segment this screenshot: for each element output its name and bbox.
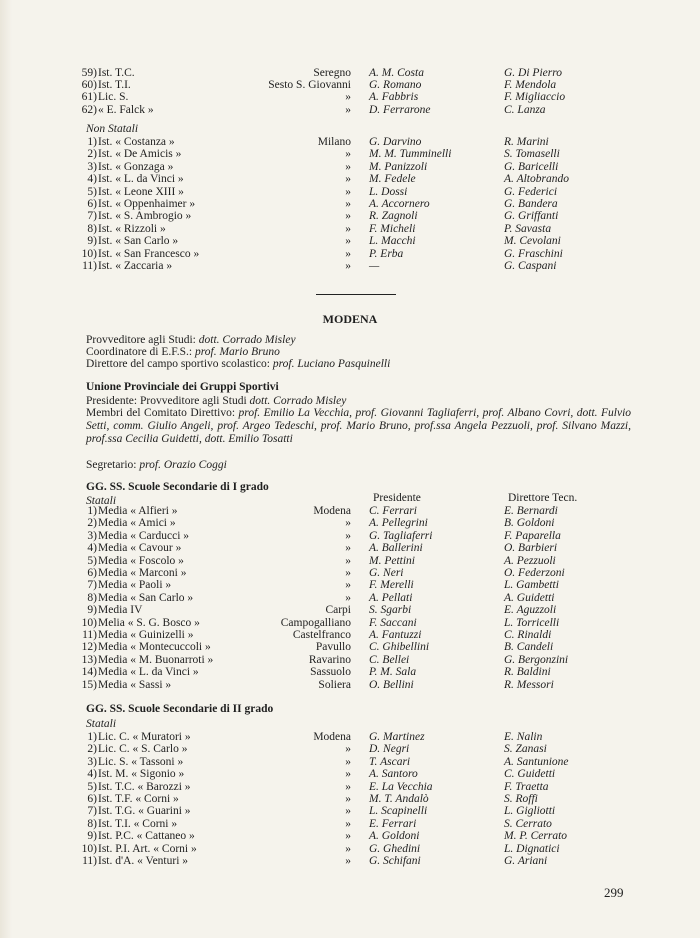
institution-name: Ist. « L. da Vinci » xyxy=(98,173,184,186)
row-number: 7) xyxy=(87,805,97,818)
president-name: F. Merelli xyxy=(369,579,414,592)
city-name: » xyxy=(345,222,351,235)
official-direttore xyxy=(86,358,631,371)
president-name: A. Santoro xyxy=(369,768,418,781)
director-name: O. Barbieri xyxy=(504,542,558,555)
institution-name: Media « Amici » xyxy=(98,517,176,530)
president-name: A. Fabbris xyxy=(369,91,419,104)
president-name: O. Bellini xyxy=(369,678,414,691)
president-name: C. Bellei xyxy=(369,653,410,666)
table-row xyxy=(0,530,700,543)
director-name: S. Roffi xyxy=(504,793,538,805)
director-name: R. Messori xyxy=(504,678,554,691)
row-number: 3) xyxy=(87,755,97,768)
row-number: 14) xyxy=(81,666,97,679)
director-name: F. Migliaccio xyxy=(504,91,566,104)
institution-name: Ist. « San Carlo » xyxy=(98,235,179,248)
table-row xyxy=(0,731,700,744)
city-name: Ravarino xyxy=(308,653,351,666)
table-row xyxy=(0,679,700,692)
table-row xyxy=(0,654,700,667)
table-row xyxy=(0,517,700,530)
city-name: Sassuolo xyxy=(310,666,351,679)
row-number: 5) xyxy=(87,554,97,567)
director-name: E. Bernardi xyxy=(504,505,558,517)
row-number: 62) xyxy=(81,103,97,116)
row-number: 4) xyxy=(87,542,97,555)
row-number: 3) xyxy=(87,160,97,173)
city-name: » xyxy=(345,185,351,198)
president-name: A. Ballerini xyxy=(369,542,423,555)
institution-name: Ist. « S. Ambrogio » xyxy=(98,210,192,223)
table-row xyxy=(0,79,700,92)
table-row xyxy=(0,818,700,831)
row-number: 61) xyxy=(81,91,97,104)
institution-name: Ist. T.C. « Barozzi » xyxy=(98,780,191,793)
institution-name: Ist. « Rizzoli » xyxy=(98,222,166,235)
city-name: » xyxy=(345,567,351,579)
table-row xyxy=(0,617,700,630)
city-name: Modena xyxy=(313,731,351,743)
row-number: 6) xyxy=(87,793,97,805)
director-name: A. Altobrando xyxy=(504,173,569,186)
institution-name: Media « Guinizelli » xyxy=(98,629,194,641)
table-row xyxy=(0,555,700,568)
members-label: Membri del Comitato Direttivo: xyxy=(86,407,236,419)
table-row xyxy=(0,505,700,518)
city-name: » xyxy=(345,554,351,567)
president-name: M. Panizzoli xyxy=(369,160,428,173)
president-name: G. Tagliaferri xyxy=(369,529,433,542)
city-name: » xyxy=(345,235,351,248)
city-name: » xyxy=(345,148,351,161)
city-name: » xyxy=(345,247,351,260)
section-divider xyxy=(316,294,396,295)
city-name: » xyxy=(345,817,351,830)
institution-name: Media « M. Buonarroti » xyxy=(98,653,214,666)
president-name: L. Macchi xyxy=(369,235,416,248)
city-name: Campogalliano xyxy=(280,616,351,629)
director-name: G. Caspani xyxy=(504,260,557,272)
official-label: Coordinatore di E.F.S.: xyxy=(86,346,193,358)
director-name: G. Griffanti xyxy=(504,210,559,223)
city-name: Soliera xyxy=(318,678,351,691)
row-number: 2) xyxy=(87,148,97,161)
director-name: R. Baldini xyxy=(504,666,551,679)
director-name: S. Tomaselli xyxy=(504,148,560,161)
president-name: P. Erba xyxy=(369,247,404,260)
president-name: G. Martinez xyxy=(369,731,425,743)
president-name: M. M. Tumminelli xyxy=(369,148,452,161)
president-name: F. Micheli xyxy=(369,222,416,235)
director-name: C. Guidetti xyxy=(504,768,556,781)
table-row xyxy=(0,210,700,223)
table-row xyxy=(0,260,700,273)
director-name: F. Traetta xyxy=(504,780,549,793)
city-name: » xyxy=(345,591,351,604)
table-row xyxy=(0,91,700,104)
city-name: Carpi xyxy=(325,604,351,617)
president-name: E. Ferrari xyxy=(369,817,417,830)
row-number: 12) xyxy=(81,641,97,654)
president-name: D. Ferrarone xyxy=(369,103,431,116)
table-row xyxy=(0,843,700,856)
president-role: Provveditore agli Studi xyxy=(139,395,247,407)
city-name: » xyxy=(345,210,351,223)
city-name: » xyxy=(345,173,351,186)
director-name: E. Nalin xyxy=(504,731,543,743)
president-name: A. Goldoni xyxy=(369,830,420,843)
table-row xyxy=(0,542,700,555)
director-name: M. P. Cerrato xyxy=(504,830,568,843)
institution-name: Ist. « De Amicis » xyxy=(98,148,182,161)
row-number: 7) xyxy=(87,210,97,223)
institution-name: Ist. « Zaccaria » xyxy=(98,260,173,272)
director-name: B. Goldoni xyxy=(504,517,555,530)
city-name: » xyxy=(345,260,351,272)
row-number: 11) xyxy=(82,629,97,641)
row-number: 1) xyxy=(87,136,97,148)
col-header-director: Direttore Tecn. xyxy=(508,492,578,504)
table-row xyxy=(0,186,700,199)
director-name: F. Paparella xyxy=(504,529,561,542)
city-name: » xyxy=(345,768,351,781)
president-name: C. Ghibellini xyxy=(369,641,430,654)
table-row xyxy=(0,567,700,580)
director-name: A. Pezzuoli xyxy=(504,554,556,567)
institution-name: Ist. P.C. « Cattaneo » xyxy=(98,830,195,843)
union-secretary xyxy=(86,459,631,472)
members-list: prof. Emilio La Vecchia, prof. Giovanni Tagliaferri, prof. Albano Covri, dott. Fulvio Setti, comm. Giulio Angeli, prof. Argeo Tedeschi, prof. Mario Bruno, prof.ssa Angela Pezzuoli, prof. Silvano Mazzi, prof.ssa Cecilia Guidetti, dott. Emilio Tosatti xyxy=(86,407,632,445)
row-number: 8) xyxy=(87,817,97,830)
table-row xyxy=(0,198,700,211)
row-number: 7) xyxy=(87,579,97,592)
director-name: G. Federici xyxy=(504,185,558,198)
table-row xyxy=(0,768,700,781)
city-name: Modena xyxy=(313,505,351,517)
director-name: P. Savasta xyxy=(504,222,552,235)
row-number: 6) xyxy=(87,198,97,210)
institution-name: Media « Marconi » xyxy=(98,567,187,579)
row-number: 9) xyxy=(87,830,97,843)
president-name: G. Ghedini xyxy=(369,842,421,855)
second-grade-title: GG. SS. Scuole Secondarie di II grado xyxy=(86,703,274,715)
institution-name: Media « Paoli » xyxy=(98,579,172,592)
table-row xyxy=(0,641,700,654)
institution-name: Ist. « Costanza » xyxy=(98,136,175,148)
president-label: Presidente: xyxy=(86,395,138,407)
table-row xyxy=(0,67,700,80)
row-number: 4) xyxy=(87,768,97,781)
table-row xyxy=(0,793,700,806)
table-row xyxy=(0,136,700,149)
row-number: 3) xyxy=(87,529,97,542)
director-name: L. Dignatici xyxy=(504,842,560,855)
row-number: 2) xyxy=(87,743,97,756)
table-row xyxy=(0,104,700,117)
director-name: C. Rinaldi xyxy=(504,629,552,641)
president-name: C. Ferrari xyxy=(369,505,417,517)
institution-name: Lic. S. xyxy=(98,91,129,104)
city-name: » xyxy=(345,160,351,173)
director-name: S. Zanasi xyxy=(504,743,547,756)
director-name: G. Di Pierro xyxy=(504,67,563,79)
president-name: F. Saccani xyxy=(369,616,417,629)
page-number: 299 xyxy=(604,885,624,900)
table-row xyxy=(0,604,700,617)
institution-name: Ist. T.G. « Guarini » xyxy=(98,805,191,818)
institution-name: Ist. « San Francesco » xyxy=(98,247,200,260)
director-name: R. Marini xyxy=(504,136,549,148)
row-number: 6) xyxy=(87,567,97,579)
president-name: G. Romano xyxy=(369,79,422,92)
president-name: M. Pettini xyxy=(369,554,415,567)
row-number: 11) xyxy=(82,260,97,272)
table-row xyxy=(0,161,700,174)
row-number: 1) xyxy=(87,505,97,517)
table-row xyxy=(0,248,700,261)
row-number: 15) xyxy=(81,678,97,691)
table-row xyxy=(0,743,700,756)
secretary-name: prof. Orazio Coggi xyxy=(139,459,227,471)
city-name: Seregno xyxy=(313,67,351,79)
city-name: Castelfranco xyxy=(292,629,351,641)
table-row xyxy=(0,756,700,769)
director-name: F. Mendola xyxy=(504,79,557,92)
president-name: P. M. Sala xyxy=(369,666,417,679)
institution-name: Media IV xyxy=(98,604,143,617)
president-name: — xyxy=(369,260,380,272)
president-name: A. M. Costa xyxy=(369,67,424,79)
city-name: » xyxy=(345,529,351,542)
institution-name: Ist. « Gonzaga » xyxy=(98,160,174,173)
table-row xyxy=(0,805,700,818)
director-name: A. Guidetti xyxy=(504,591,555,604)
president-name: R. Zagnoli xyxy=(369,210,418,223)
director-name: G. Fraschini xyxy=(504,247,563,260)
city-name: » xyxy=(345,805,351,818)
row-number: 10) xyxy=(81,842,97,855)
city-name: » xyxy=(345,91,351,104)
director-name: C. Lanza xyxy=(504,103,546,116)
president-name: G. Darvino xyxy=(369,136,422,148)
official-label: Provveditore agli Studi: xyxy=(86,334,196,346)
city-name: » xyxy=(345,198,351,210)
president-name: A. Pellati xyxy=(369,591,413,604)
second-grade-statali-label: Statali xyxy=(86,718,117,730)
director-name: A. Santunione xyxy=(504,755,569,768)
city-name: » xyxy=(345,842,351,855)
institution-name: Melia « S. G. Bosco » xyxy=(98,616,200,629)
row-number: 13) xyxy=(81,653,97,666)
institution-name: Ist. « Oppenhaimer » xyxy=(98,198,196,210)
city-name: » xyxy=(345,830,351,843)
row-number: 1) xyxy=(87,731,97,743)
institution-name: Ist. « Leone XIII » xyxy=(98,185,184,198)
row-number: 10) xyxy=(81,616,97,629)
secretary-label: Segretario: xyxy=(86,459,137,471)
institution-name: Media « Carducci » xyxy=(98,529,190,542)
president-name: A. Accornero xyxy=(369,198,430,210)
president-name: A. Fantuzzi xyxy=(369,629,422,641)
table-row xyxy=(0,235,700,248)
institution-name: Ist. T.C. xyxy=(98,67,135,79)
institution-name: Media « Cavour » xyxy=(98,542,182,555)
president-name: G. Schifani xyxy=(369,855,421,867)
institution-name: Ist. T.F. « Corni » xyxy=(98,793,179,805)
table-row xyxy=(0,223,700,236)
table-row xyxy=(0,148,700,161)
official-label: Direttore del campo sportivo scolastico: xyxy=(86,358,270,370)
non-statali-label: Non Statali xyxy=(86,123,139,135)
institution-name: Media « L. da Vinci » xyxy=(98,666,199,679)
row-number: 8) xyxy=(87,222,97,235)
city-name: » xyxy=(345,579,351,592)
director-name: B. Candeli xyxy=(504,641,554,654)
institution-name: Ist. T.I. « Corni » xyxy=(98,817,178,830)
institution-name: Media « Foscolo » xyxy=(98,554,184,567)
director-name: G. Bergonzini xyxy=(504,653,569,666)
director-name: L. Gigliotti xyxy=(504,805,556,818)
row-number: 60) xyxy=(81,79,97,92)
president-name: E. La Vecchia xyxy=(369,780,433,793)
table-row xyxy=(0,629,700,642)
director-name: E. Aguzzoli xyxy=(504,604,557,617)
president-name: dott. Corrado Misley xyxy=(249,395,347,407)
institution-name: Ist. M. « Sigonio » xyxy=(98,768,185,781)
city-name: » xyxy=(345,743,351,756)
city-name: » xyxy=(345,855,351,867)
president-name: G. Neri xyxy=(369,567,404,579)
row-number: 5) xyxy=(87,780,97,793)
city-name: Milano xyxy=(317,136,351,148)
city-name: » xyxy=(345,755,351,768)
director-name: M. Cevolani xyxy=(504,235,561,248)
col-header-president: Presidente xyxy=(373,492,421,504)
president-name: D. Negri xyxy=(369,743,410,756)
row-number: 9) xyxy=(87,604,97,617)
institution-name: Lic. C. « S. Carlo » xyxy=(98,743,188,756)
table-row xyxy=(0,592,700,605)
row-number: 11) xyxy=(82,855,97,867)
director-name: S. Cerrato xyxy=(504,817,552,830)
official-name: dott. Corrado Misley xyxy=(198,334,296,346)
row-number: 2) xyxy=(87,517,97,530)
city-name: Sesto S. Giovanni xyxy=(268,79,351,92)
president-name: L. Scapinelli xyxy=(369,805,428,818)
first-grade-statali-label: Statali xyxy=(86,495,117,507)
row-number: 10) xyxy=(81,247,97,260)
table-row xyxy=(0,855,700,868)
union-members xyxy=(86,407,631,446)
table-row xyxy=(0,830,700,843)
row-number: 5) xyxy=(87,185,97,198)
table-row xyxy=(0,666,700,679)
city-name: » xyxy=(345,542,351,555)
institution-name: Media « Alfieri » xyxy=(98,505,178,517)
president-name: T. Ascari xyxy=(369,755,411,768)
official-name: prof. Luciano Pasquinelli xyxy=(272,358,391,370)
city-name: » xyxy=(345,517,351,530)
director-name: G. Bandera xyxy=(504,198,558,210)
institution-name: Media « Sassi » xyxy=(98,678,172,691)
institution-name: Ist. P.I. Art. « Corni » xyxy=(98,842,197,855)
president-name: M. T. Andalò xyxy=(369,793,429,805)
city-name: » xyxy=(345,103,351,116)
director-name: L. Gambetti xyxy=(504,579,559,592)
table-row xyxy=(0,579,700,592)
city-name: Pavullo xyxy=(315,641,351,654)
row-number: 9) xyxy=(87,235,97,248)
union-title: Unione Provinciale dei Gruppi Sportivi xyxy=(86,381,279,393)
president-name: A. Pellegrini xyxy=(369,517,428,530)
institution-name: Media « San Carlo » xyxy=(98,591,194,604)
institution-name: Lic. S. « Tassoni » xyxy=(98,755,184,768)
director-name: O. Federzoni xyxy=(504,567,565,579)
director-name: L. Torricelli xyxy=(504,616,560,629)
director-name: G. Ariani xyxy=(504,855,548,867)
president-name: L. Dossi xyxy=(369,185,408,198)
official-name: prof. Mario Bruno xyxy=(194,346,280,358)
president-name: S. Sgarbi xyxy=(369,604,412,617)
city-name: » xyxy=(345,780,351,793)
row-number: 4) xyxy=(87,173,97,186)
row-number: 59) xyxy=(81,67,97,79)
row-number: 8) xyxy=(87,591,97,604)
institution-name: Ist. d'A. « Venturi » xyxy=(98,855,189,867)
section-title: MODENA xyxy=(322,312,378,326)
institution-name: Ist. T.I. xyxy=(98,79,131,92)
president-name: M. Fedele xyxy=(369,173,416,186)
director-name: G. Baricelli xyxy=(504,160,559,173)
institution-name: Lic. C. « Muratori » xyxy=(98,731,191,743)
first-grade-title: GG. SS. Scuole Secondarie di I grado xyxy=(86,481,269,493)
institution-name: Media « Montecuccoli » xyxy=(98,641,211,654)
institution-name: « E. Falck » xyxy=(98,103,154,116)
table-row xyxy=(0,781,700,794)
table-row xyxy=(0,173,700,186)
city-name: » xyxy=(345,793,351,805)
